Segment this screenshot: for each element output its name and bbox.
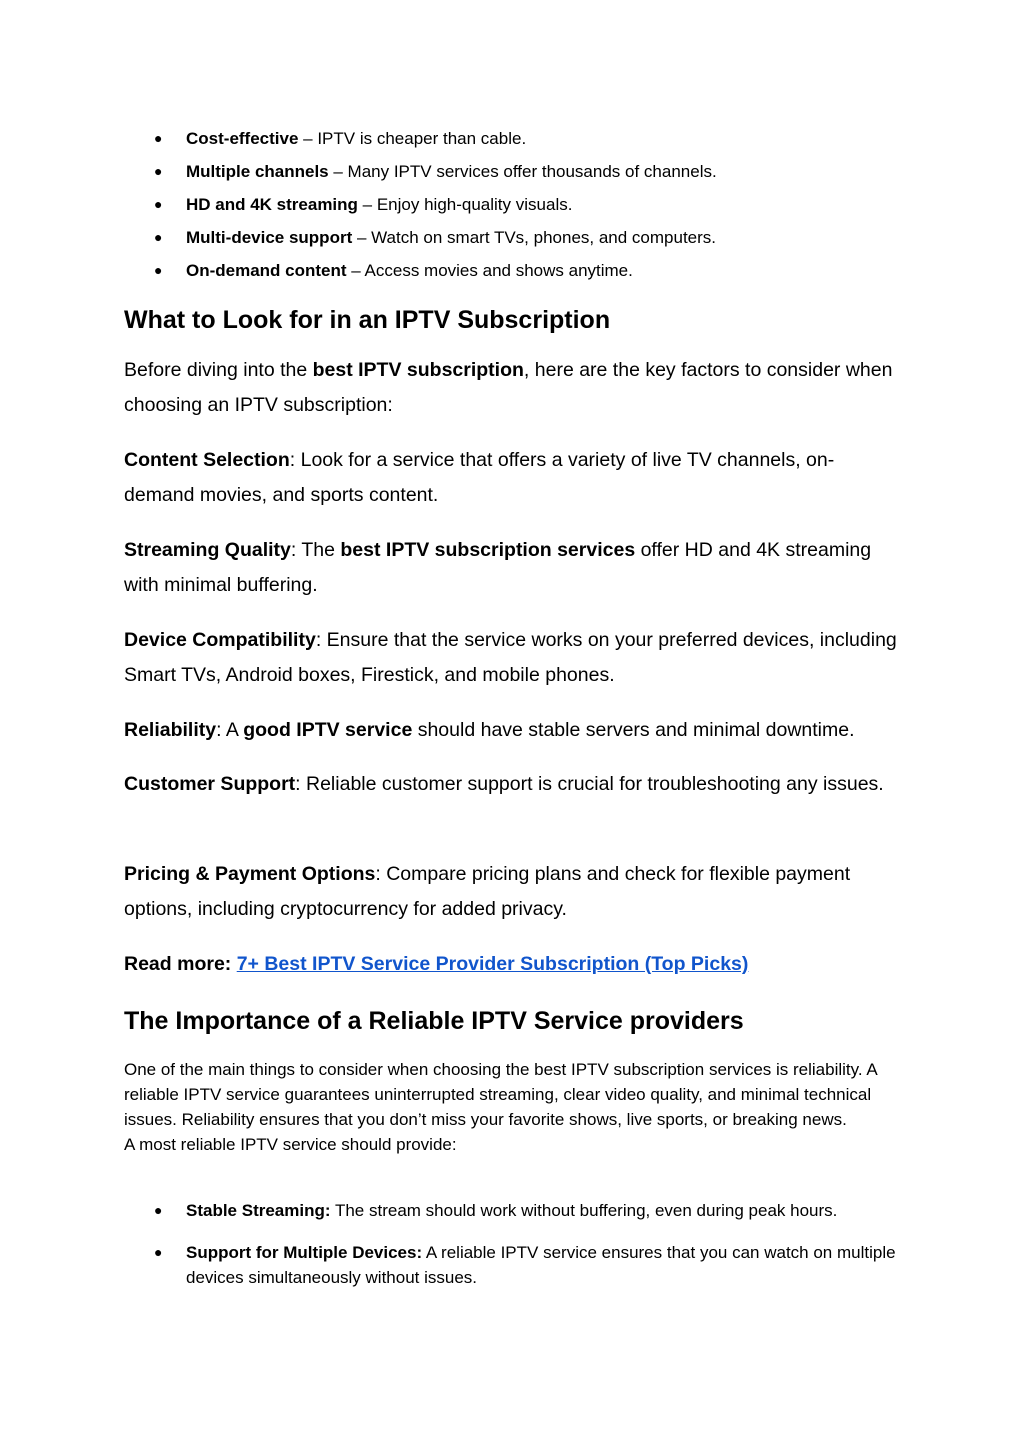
list-item [154, 122, 717, 155]
list-item-term: Multiple channels [186, 162, 329, 181]
read-more-line [124, 947, 904, 982]
list-item-term: Multi-device support [186, 228, 353, 247]
bullet-icon: ● [154, 229, 163, 245]
list-item-term: Cost-effective [186, 129, 299, 148]
device-compatibility-paragraph: Device Compatibility: Ensure that the service works on your preferred devices, including Smart TVs, Android boxes, Firestick, and mobile phones. [124, 629, 897, 686]
list-item-text: – Watch on smart TVs, phones, and computers. [352, 228, 717, 247]
benefits-list [154, 122, 717, 287]
list-item [154, 155, 717, 188]
list-item-text: – Many IPTV services offer thousands of channels. [328, 162, 717, 181]
bullet-icon: ● [154, 262, 163, 278]
bullet-icon: ● [154, 1244, 163, 1260]
content-selection-paragraph: Content Selection: Look for a service that offers a variety of live TV channels, on-demand movies, and sports content. [124, 449, 835, 506]
list-item [154, 254, 717, 287]
bullet-icon: ● [154, 196, 163, 212]
importance-paragraph: One of the main things to consider when choosing the best IPTV subscription services is reliability. A reliable IPTV service guarantees uninterrupted streaming, clear video quality, and minimal technical issues. Reliability ensures that you don’t miss your favorite shows, live sports, or breaking news. A most reliable IPTV service should provide: [124, 1060, 877, 1154]
list-item-text: – Access movies and shows anytime. [346, 261, 633, 280]
read-more-label: Read more: [124, 953, 237, 975]
streaming-quality-paragraph: Streaming Quality: The best IPTV subscription services offer HD and 4K streaming with minimal buffering. [124, 539, 872, 596]
bullet-icon: ● [154, 1202, 163, 1218]
list-item [154, 1240, 904, 1290]
pricing-paragraph: Pricing & Payment Options: Compare pricing plans and check for flexible payment options, including cryptocurrency for added privacy. [124, 863, 851, 920]
bullet-icon: ● [154, 163, 163, 179]
list-item-text: A reliable IPTV service ensures that you can watch on multiple devices simultaneously without issues. [186, 1243, 896, 1287]
section-heading-importance: The Importance of a Reliable IPTV Service providers [124, 1007, 744, 1035]
bullet-icon: ● [154, 130, 163, 146]
list-item-term: Support for Multiple Devices: [186, 1243, 423, 1262]
list-item-text: – Enjoy high-quality visuals. [357, 195, 573, 214]
list-item-term: Stable Streaming: [186, 1201, 331, 1220]
intro-paragraph: Before diving into the best IPTV subscription, here are the key factors to consider when choosing an IPTV subscription: [124, 359, 893, 416]
list-item [154, 1198, 904, 1223]
customer-support-paragraph: Customer Support: Reliable customer support is crucial for troubleshooting any issues. [124, 773, 884, 795]
list-item-text: – IPTV is cheaper than cable. [298, 129, 527, 148]
section-heading-what-to-look-for: What to Look for in an IPTV Subscription [124, 306, 611, 334]
list-item-text: The stream should work without buffering, even during peak hours. [330, 1201, 838, 1220]
list-item [154, 221, 717, 254]
reliability-paragraph: Reliability: A good IPTV service should have stable servers and minimal downtime. [124, 719, 855, 741]
list-item-term: HD and 4K streaming [186, 195, 358, 214]
list-item [154, 188, 717, 221]
list-item-term: On-demand content [186, 261, 347, 280]
read-more-link[interactable]: 7+ Best IPTV Service Provider Subscription (Top Picks) [236, 953, 749, 975]
reliable-features-list [154, 1198, 904, 1290]
